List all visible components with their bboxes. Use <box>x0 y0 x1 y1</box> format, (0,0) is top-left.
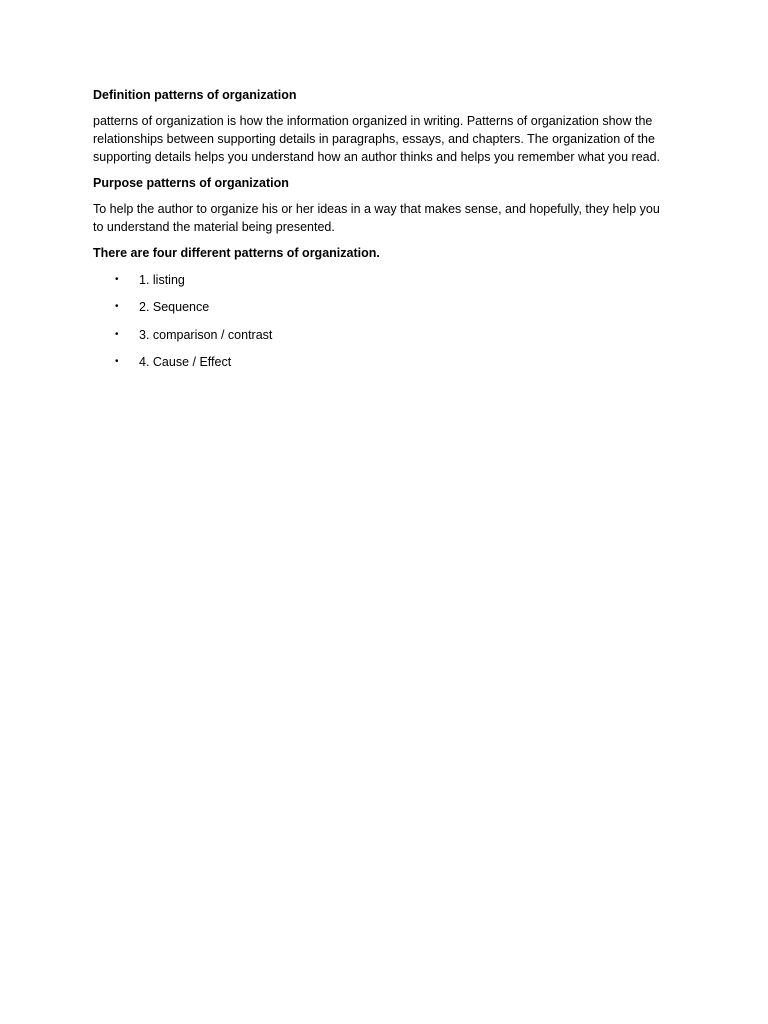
list-item-text: 2. Sequence <box>139 300 210 315</box>
bullet-icon: • <box>115 274 119 285</box>
section-heading-purpose: Purpose patterns of organization <box>93 176 289 190</box>
document-page <box>93 86 673 381</box>
list-intro: There are four different patterns of organization. <box>93 246 380 260</box>
patterns-list <box>93 271 673 371</box>
list-item <box>93 271 673 289</box>
list-item-text: 3. comparison / contrast <box>139 327 273 342</box>
section-heading-definition: Definition patterns of organization <box>93 88 297 102</box>
bullet-icon: • <box>115 356 119 368</box>
bullet-icon: • <box>115 328 119 340</box>
list-item-text: 4. Cause / Effect <box>139 355 232 370</box>
list-item <box>93 353 673 371</box>
definition-paragraph: patterns of organization is how the information organized in writing. Patterns of organization show the relationships between supporting details in paragraphs, essays, and chapters. The organization of the supporting details helps you understand how an author thinks and helps you remember what you read. <box>93 114 661 164</box>
bullet-icon: • <box>115 301 119 313</box>
list-item <box>93 326 673 344</box>
purpose-paragraph: To help the author to organize his or her ideas in a way that makes sense, and hopefully, they help you to understand the material being presented. <box>93 202 660 234</box>
list-item-text: 1. listing <box>139 273 185 287</box>
list-item <box>93 298 673 316</box>
